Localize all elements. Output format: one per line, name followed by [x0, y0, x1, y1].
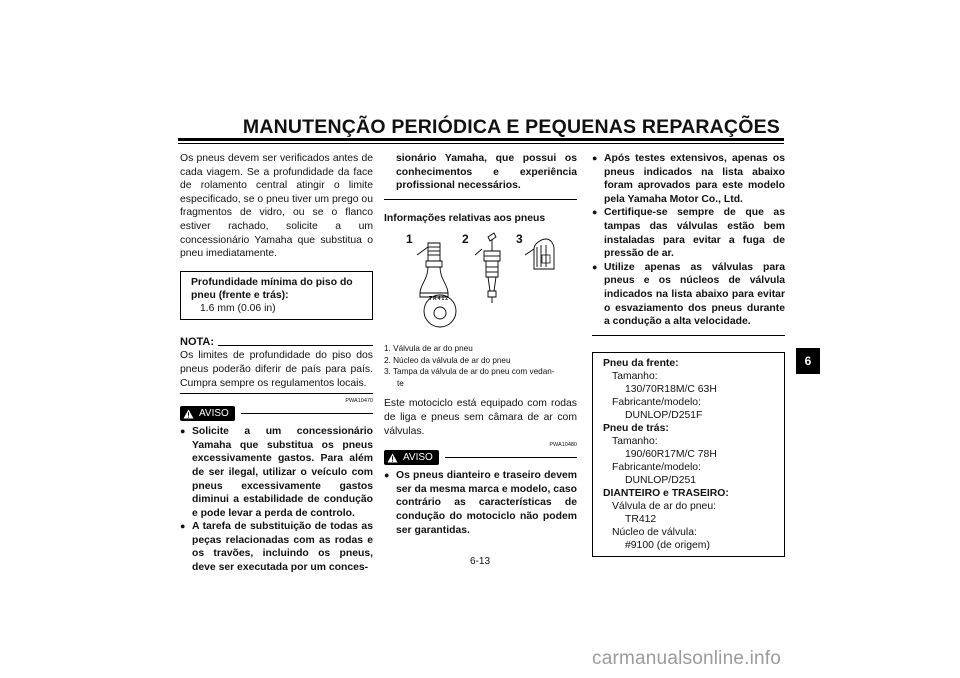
aviso-label-2: AVISO — [403, 451, 433, 463]
caption-3: 3. Tampa da válvula de ar do pneu com vedan- — [384, 367, 555, 377]
front-size-label: Tamanho: — [612, 370, 658, 382]
front-maker-label: Fabricante/modelo: — [612, 396, 701, 408]
cap-marking: TR412 — [429, 296, 450, 303]
page-title: MANUTENÇÃO PERIÓDICA E PEQUENAS REPARAÇÕES — [242, 116, 780, 138]
list-item: ● Certifique-se sempre de que as tampas das válvulas estão bem instaladas para evitar a fuga de pressão de ar. — [592, 206, 785, 260]
rear-size: 190/60R17M/C 78H — [625, 448, 717, 460]
valve-core-icon — [475, 233, 500, 303]
figure-label-1: 1 — [406, 232, 413, 247]
figure-label-3: 3 — [516, 232, 523, 247]
caption-1: 1. Válvula de ar do pneu — [384, 344, 473, 354]
title-rule-thick — [178, 138, 784, 141]
aviso-header-2 — [384, 450, 577, 465]
list-item: ● Após testes extensivos, apenas os pneus indicados na lista abaixo foram aprovados para este modelo pela Yamaha Motor Co., Ltd. — [592, 152, 785, 206]
figure-label-2: 2 — [462, 232, 469, 247]
nota-header — [180, 336, 373, 350]
warning-icon — [387, 453, 398, 463]
tubeless-paragraph: Este motociclo está equipado com rodas de liga e pneus sem câmara de ar com válvulas. — [384, 398, 577, 437]
front-maker: DUNLOP/D251F — [625, 409, 703, 421]
intro-paragraph: Os pneus devem ser verificados antes de cada viagem. Se a profundidade da face de rolamento central atingir o limite especificado, se o pneu tiver um prego ou fragmentos de vidro, ou se o flanco estiver rachado, solicite a um concessionário Yamaha que substitua o pneu imediatamente. — [180, 153, 373, 260]
tread-depth-box — [180, 271, 373, 320]
page-number: 6-13 — [469, 556, 490, 567]
nota-end-rule — [180, 393, 373, 394]
warning-icon — [183, 409, 194, 419]
valve-label: Válvula de ar do pneu: — [612, 500, 716, 512]
rear-maker: DUNLOP/D251 — [625, 474, 697, 486]
watermark: carmanualsonline.info — [592, 648, 782, 669]
valve-value: TR412 — [625, 513, 657, 525]
tread-depth-heading: Profundidade mínima do piso do pneu (frente e trás): — [191, 276, 353, 301]
nota-text: Os limites de profundidade do piso dos pneus poderão diferir de país para país. Cumpra sempre os regulamentos locais. — [180, 350, 373, 389]
tread-depth-value: 1.6 mm (0.06 in) — [200, 302, 276, 314]
aviso-rule-1 — [241, 413, 373, 414]
aviso-list-1 — [180, 425, 373, 575]
list-item: ● Utilize apenas as válvulas para pneus e os núcleos de válvula indicados na lista abaixo para evitar o esvaziamento dos pneus durante a condução a alta velocidade. — [592, 261, 785, 329]
both-heading: DIANTEIRO e TRASEIRO: — [603, 487, 729, 499]
rear-size-label: Tamanho: — [612, 435, 658, 447]
title-rule-thin — [178, 143, 784, 144]
nota-rule — [218, 345, 373, 346]
rear-heading: Pneu de trás: — [603, 422, 669, 434]
valve-figure — [384, 231, 577, 335]
aviso-badge-2 — [384, 450, 439, 465]
caption-2: 2. Núcleo da válvula de ar do pneu — [384, 355, 511, 365]
figure-captions — [384, 343, 577, 389]
chapter-tab: 6 — [796, 348, 820, 374]
tyre-info-heading: Informações relativas aos pneus — [384, 212, 546, 224]
nota-label: NOTA: — [180, 335, 215, 348]
front-heading: Pneu da frente: — [603, 357, 679, 369]
aviso-code-1: PWA10470 — [345, 398, 373, 405]
list-item: ● Os pneus dianteiro e traseiro devem ser da mesma marca e modelo, caso contrário as características de condução do motociclo não podem ser garantidas. — [384, 469, 577, 537]
middle-column — [384, 152, 577, 537]
aviso-list-3 — [592, 152, 785, 329]
core-value: #9100 (de origem) — [625, 539, 710, 551]
aviso-label-1: AVISO — [199, 407, 229, 419]
aviso-rule-2 — [445, 457, 577, 458]
aviso-list-2 — [384, 469, 577, 537]
left-column — [180, 152, 373, 575]
valve-illustration — [384, 231, 577, 335]
right-column — [592, 152, 785, 557]
list-item: ● A tarefa de substituição de todas as peças relacionadas com as rodas e os travões, incluindo os pneus, deve ser executada por um conces- — [180, 520, 373, 574]
aviso-end-rule-1 — [384, 199, 577, 200]
rear-maker-label: Fabricante/modelo: — [612, 461, 701, 473]
tyre-spec-box — [592, 352, 785, 557]
aviso-continuation: sionário Yamaha, que possui os conhecimentos e experiência profissional necessários. — [396, 153, 577, 192]
core-label: Núcleo de válvula: — [612, 526, 697, 538]
caption-3-cont: te — [397, 378, 404, 388]
aviso-code-2: PWA10480 — [549, 442, 577, 449]
front-size: 130/70R18M/C 63H — [625, 383, 717, 395]
aviso-badge-1 — [180, 406, 235, 421]
valve-icon — [417, 243, 448, 297]
aviso-end-rule-3 — [592, 335, 785, 336]
valve-cap-icon — [525, 239, 554, 269]
list-item: ● Solicite a um concessionário Yamaha que substitua os pneus excessivamente gastos. Para além de ser ilegal, utilizar o veículo com pneus excessivamente gastos diminui a estabilidade de condução e pode levar a perda de controlo. — [180, 425, 373, 520]
aviso-header-1 — [180, 406, 373, 421]
